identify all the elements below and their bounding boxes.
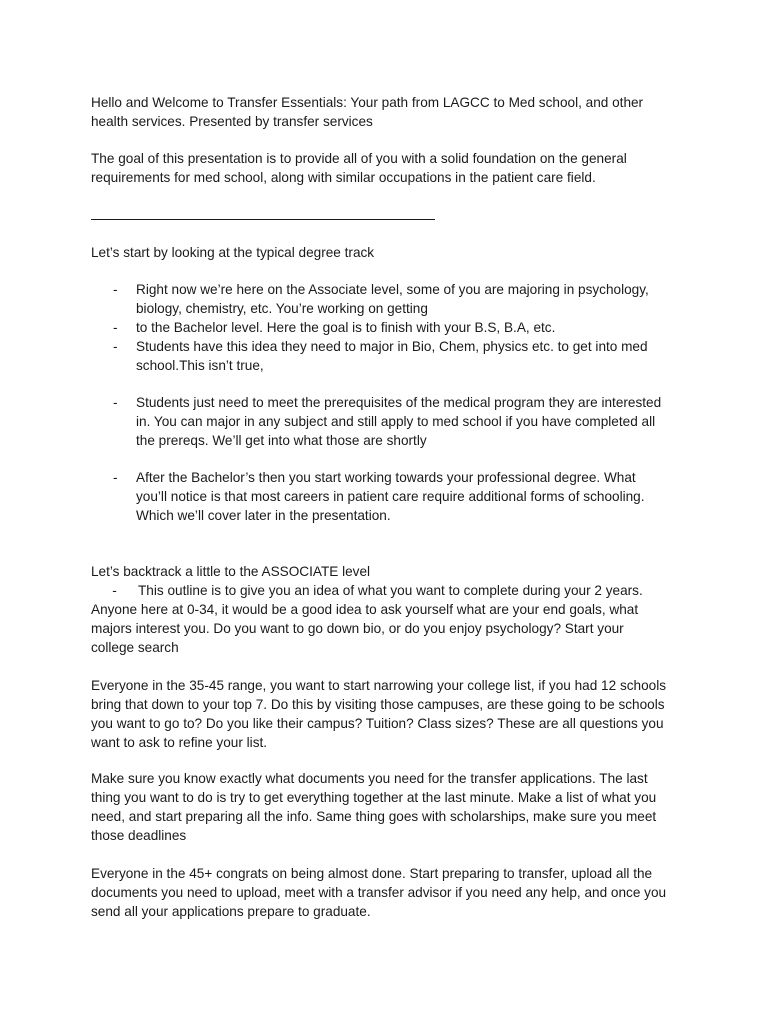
list-item [91,280,676,318]
list-item-line: After the Bachelor’s then you start working towards your professional degree. What [136,470,636,485]
dash-bullet: - [113,339,118,354]
dash-bullet: - [113,282,118,297]
list-item-line: Right now we’re here on the Associate level, some of you are majoring in psychology, [136,282,649,297]
dash-bullet: - [113,320,118,335]
list-item-line: to the Bachelor level. Here the goal is to finish with your B.S, B.A, etc. [136,320,556,335]
associate-line: Anyone here at 0-34, it would be a good idea to ask yourself what are your end goals, what [91,602,639,617]
degree-track-list-continued [91,393,691,450]
list-item-line: Which we’ll cover later in the presentation. [136,508,391,523]
associate-section [91,562,691,657]
documents-paragraph [91,769,691,845]
degree-track-list-final [91,468,691,525]
goal-paragraph [91,149,691,187]
associate-line-text: This outline is to give you an idea of what you want to complete during your 2 years. [138,583,643,598]
goal-line: requirements for med school, along with similar occupations in the patient care field. [91,170,596,185]
section-heading: Let’s backtrack a little to the ASSOCIATE level [91,564,371,579]
paragraph-line: documents you need to upload, meet with a transfer advisor if you need any help, and once you [91,885,667,900]
paragraph-line: bring that down to your top 7. Do this by visiting those campuses, are these going to be schools [91,697,665,712]
dash-bullet: - [113,470,118,485]
associate-line [91,581,691,600]
intro-paragraph [91,93,691,131]
associate-line: majors interest you. Do you want to go down bio, or do you enjoy psychology? Start your [91,621,624,636]
paragraph-line: want to ask to refine your list. [91,735,268,750]
range-35-45-paragraph [91,676,691,752]
intro-line: Hello and Welcome to Transfer Essentials: Your path from LAGCC to Med school, and other [91,95,644,110]
list-item [91,393,676,450]
paragraph-line: Everyone in the 35-45 range, you want to start narrowing your college list, if you had 12 schools [91,678,667,693]
list-item-line: biology, chemistry, etc. You’re working on getting [136,301,428,316]
paragraph-line: Everyone in the 45+ congrats on being almost done. Start preparing to transfer, upload all the [91,866,653,881]
associate-line: college search [91,640,179,655]
section-heading: Let’s start by looking at the typical degree track [91,245,375,260]
list-item-line: Students have this idea they need to major in Bio, Chem, physics etc. to get into med [136,339,648,354]
list-item [91,337,676,375]
goal-line: The goal of this presentation is to provide all of you with a solid foundation on the general [91,151,627,166]
list-item [91,468,676,525]
paragraph-line: send all your applications prepare to graduate. [91,904,371,919]
range-45-plus-paragraph [91,864,691,921]
paragraph-line: thing you want to do is try to get everything together at the last minute. Make a list of what you [91,790,657,805]
paragraph-line: those deadlines [91,828,187,843]
list-item-line: you’ll notice is that most careers in patient care require additional forms of schooling. [136,489,645,504]
paragraph-line: you want to go to? Do you like their campus? Tuition? Class sizes? These are all questions you [91,716,664,731]
horizontal-rule [91,219,435,220]
dash-bullet: - [112,583,117,598]
list-item-line: Students just need to meet the prerequisites of the medical program they are interested [136,395,662,410]
paragraph-line: Make sure you know exactly what documents you need for the transfer applications. The last [91,771,648,786]
list-item-line: in. You can major in any subject and still apply to med school if you have completed all [136,414,656,429]
degree-track-list [91,280,691,375]
list-item-line: the prereqs. We’ll get into what those are shortly [136,433,427,448]
dash-bullet: - [113,395,118,410]
list-item [91,318,676,337]
paragraph-line: need, and start preparing all the info. Same thing goes with scholarships, make sure you meet [91,809,657,824]
degree-track-heading [91,243,691,262]
list-item-line: school.This isn’t true, [136,358,264,373]
intro-line: health services. Presented by transfer services [91,114,373,129]
